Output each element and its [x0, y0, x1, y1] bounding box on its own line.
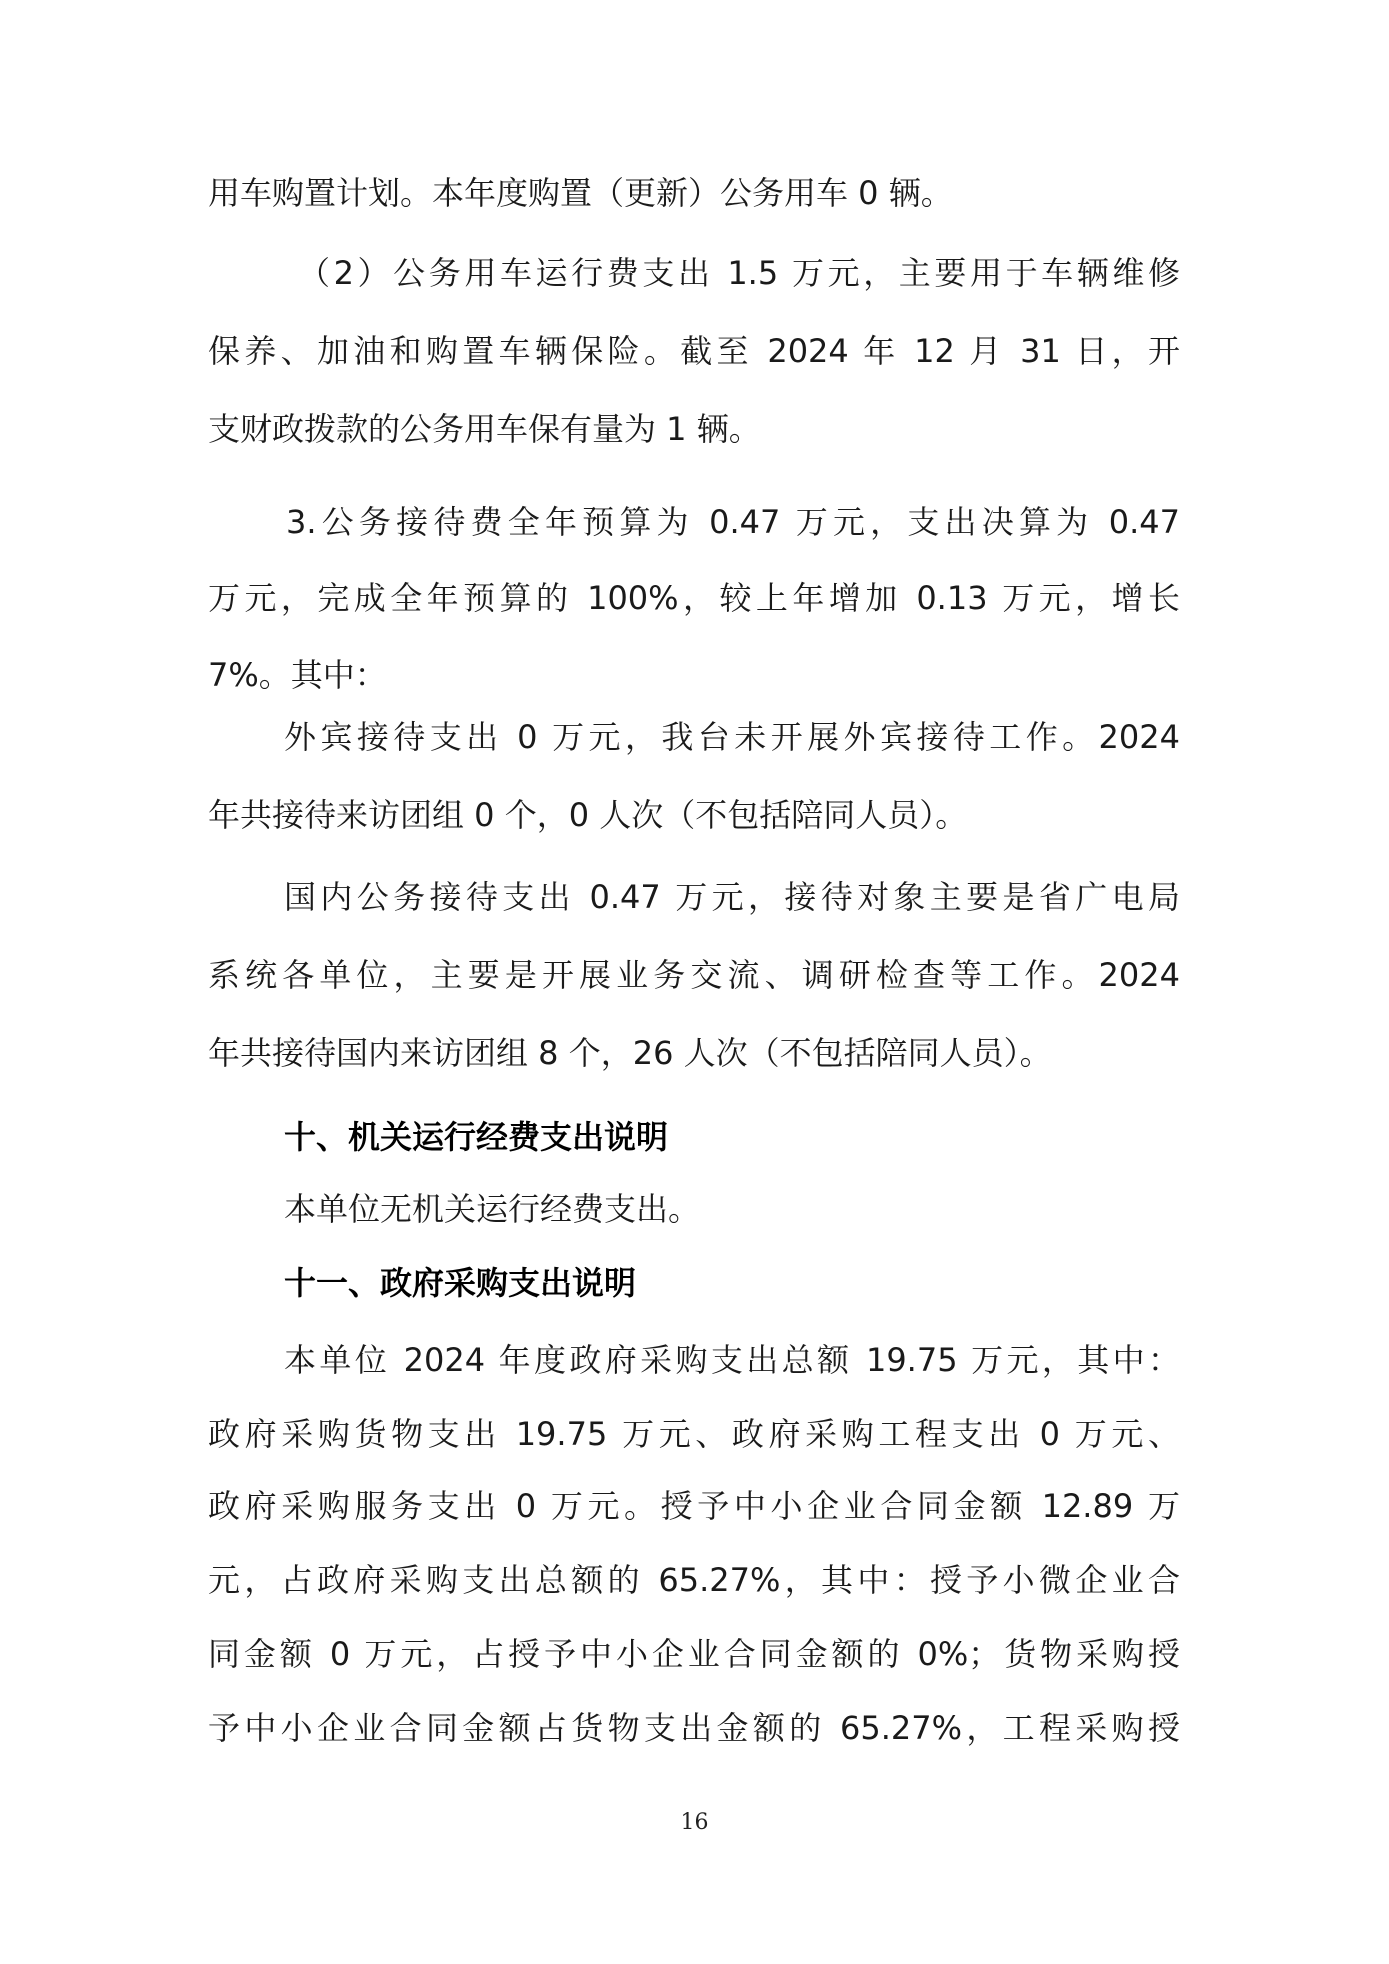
body-text-line: 年共接待来访团组 0 个，0 人次（不包括陪同人员）。 — [208, 796, 968, 834]
body-text-line: 系统各单位，主要是开展业务交流、调研检查等工作。2024 — [208, 956, 1180, 994]
body-text-line: 本单位无机关运行经费支出。 — [284, 1190, 701, 1228]
body-text-line: 政府采购货物支出 19.75 万元、政府采购工程支出 0 万元、 — [208, 1415, 1180, 1453]
body-text-line: 元，占政府采购支出总额的 65.27%，其中：授予小微企业合 — [208, 1561, 1180, 1599]
section-heading: 十一、政府采购支出说明 — [284, 1264, 637, 1302]
section-heading: 十、机关运行经费支出说明 — [284, 1118, 669, 1156]
body-text-line: （2）公务用车运行费支出 1.5 万元，主要用于车辆维修 — [298, 254, 1180, 292]
body-text-line: 用车购置计划。本年度购置（更新）公务用车 0 辆。 — [208, 174, 953, 212]
page-number: 16 — [680, 1810, 709, 1835]
body-text-line: 保养、加油和购置车辆保险。截至 2024 年 12 月 31 日，开 — [208, 332, 1180, 370]
body-text-line: 外宾接待支出 0 万元，我台未开展外宾接待工作。2024 — [284, 718, 1180, 756]
body-text-line: 同金额 0 万元，占授予中小企业合同金额的 0%；货物采购授 — [208, 1635, 1180, 1673]
body-text-line: 政府采购服务支出 0 万元。授予中小企业合同金额 12.89 万 — [208, 1487, 1180, 1525]
body-text-line: 7%。其中： — [208, 656, 387, 694]
body-text-line: 本单位 2024 年度政府采购支出总额 19.75 万元，其中： — [284, 1341, 1180, 1379]
body-text-line: 万元，完成全年预算的 100%，较上年增加 0.13 万元，增长 — [208, 579, 1180, 617]
body-text-line: 3.公务接待费全年预算为 0.47 万元，支出决算为 0.47 — [286, 503, 1180, 541]
body-text-line: 予中小企业合同金额占货物支出金额的 65.27%，工程采购授 — [208, 1709, 1180, 1747]
body-text-line: 支财政拨款的公务用车保有量为 1 辆。 — [208, 410, 761, 448]
body-text-line: 年共接待国内来访团组 8 个，26 人次（不包括陪同人员）。 — [208, 1034, 1052, 1072]
body-text-line: 国内公务接待支出 0.47 万元，接待对象主要是省广电局 — [284, 878, 1180, 916]
